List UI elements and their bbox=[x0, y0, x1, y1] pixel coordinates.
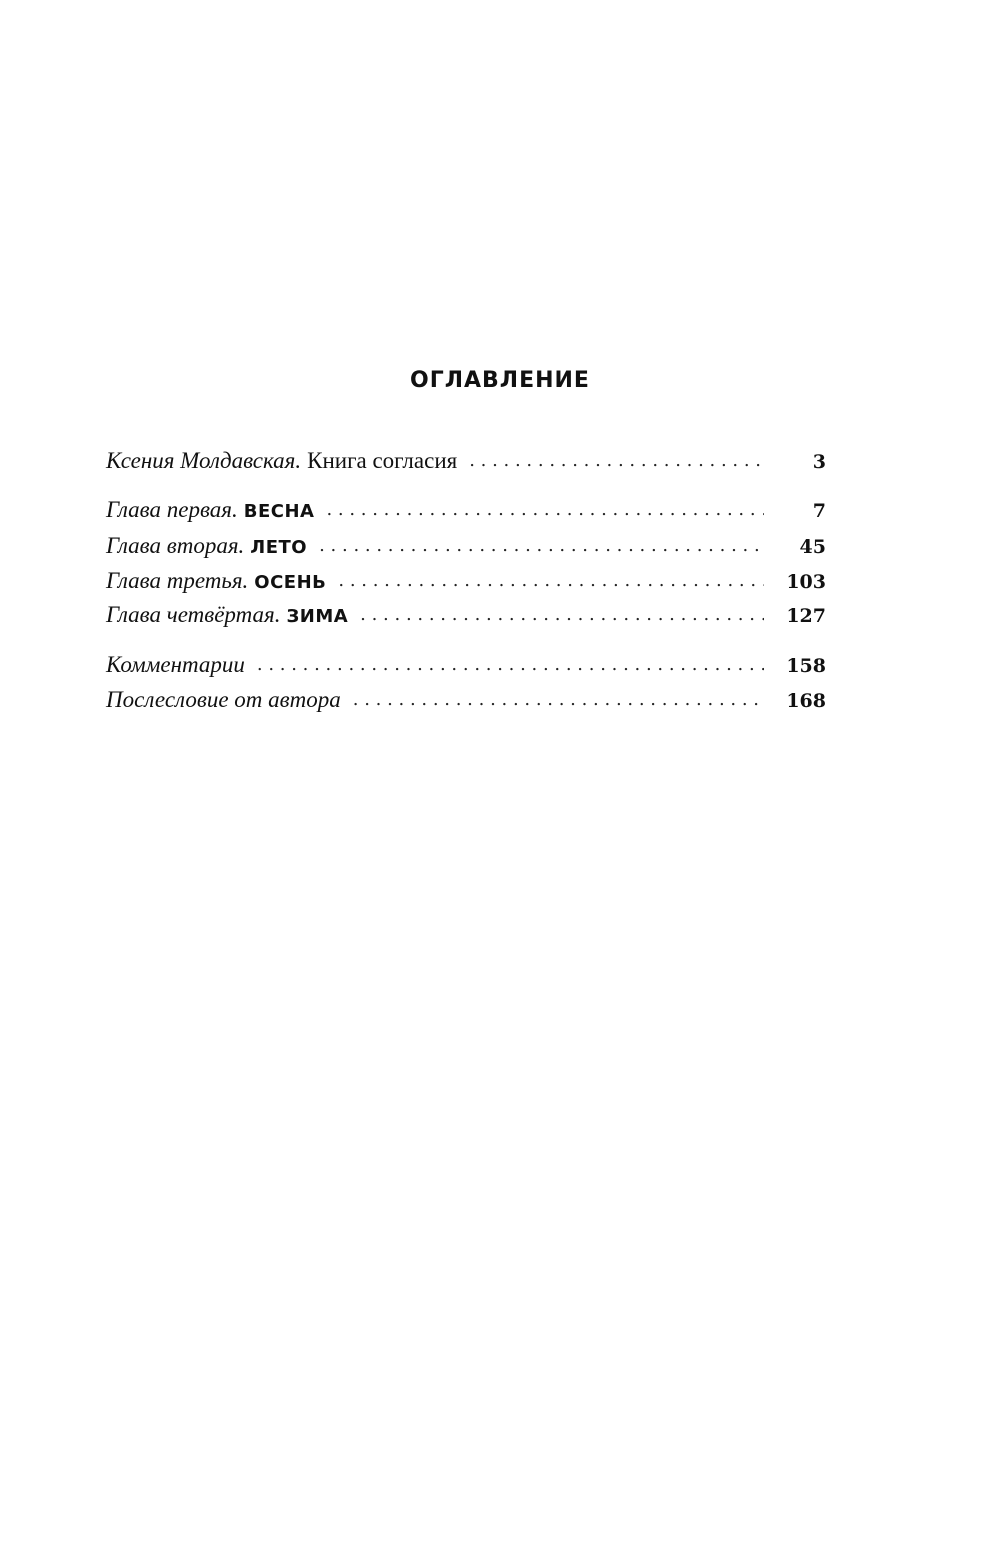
toc-entry-chapter-3[interactable] bbox=[106, 565, 826, 597]
toc-entry-label: Глава третья. bbox=[106, 568, 249, 593]
toc-entry-comments[interactable] bbox=[106, 649, 826, 681]
toc-page-number: 7 bbox=[812, 500, 826, 522]
dot-leader bbox=[360, 599, 764, 631]
dot-leader bbox=[319, 530, 764, 562]
toc-page-number: 158 bbox=[786, 655, 826, 677]
toc-entry-label: Глава вторая. bbox=[106, 533, 245, 558]
toc-entry-label: Глава четвёртая. bbox=[106, 602, 281, 627]
toc-page-number: 103 bbox=[786, 571, 826, 593]
toc-entry-chapter-4[interactable] bbox=[106, 599, 826, 631]
dot-leader bbox=[257, 649, 764, 681]
dot-leader bbox=[353, 684, 764, 716]
toc-entry-title: ВЕСНА bbox=[243, 501, 315, 522]
toc-entry-label: Комментарии bbox=[106, 652, 245, 677]
toc-entry-chapter-2[interactable] bbox=[106, 530, 826, 562]
toc-entry-label: Глава первая. bbox=[106, 497, 238, 522]
toc-entry-afterword[interactable] bbox=[106, 684, 826, 716]
toc-entry-title: Книга согласия bbox=[307, 448, 458, 473]
toc-entry-chapter-1[interactable] bbox=[106, 494, 826, 526]
dot-leader bbox=[338, 565, 764, 597]
toc-page-number: 168 bbox=[786, 690, 826, 712]
dot-leader bbox=[469, 445, 764, 477]
toc-page-number: 3 bbox=[812, 451, 826, 473]
toc-entry-preface[interactable] bbox=[106, 445, 826, 477]
toc-entry-title: ОСЕНЬ bbox=[254, 572, 327, 593]
toc-heading: ОГЛАВЛЕНИЕ bbox=[410, 368, 590, 393]
toc-entry-author: Ксения Молдавская. bbox=[106, 448, 302, 473]
toc-entry-title: ЛЕТО bbox=[250, 537, 308, 558]
toc-page-number: 45 bbox=[799, 536, 826, 558]
toc-entry-label: Послесловие от автора bbox=[106, 687, 341, 712]
toc-page-number: 127 bbox=[786, 605, 826, 627]
dot-leader bbox=[326, 494, 764, 526]
toc-entry-title: ЗИМА bbox=[286, 606, 349, 627]
